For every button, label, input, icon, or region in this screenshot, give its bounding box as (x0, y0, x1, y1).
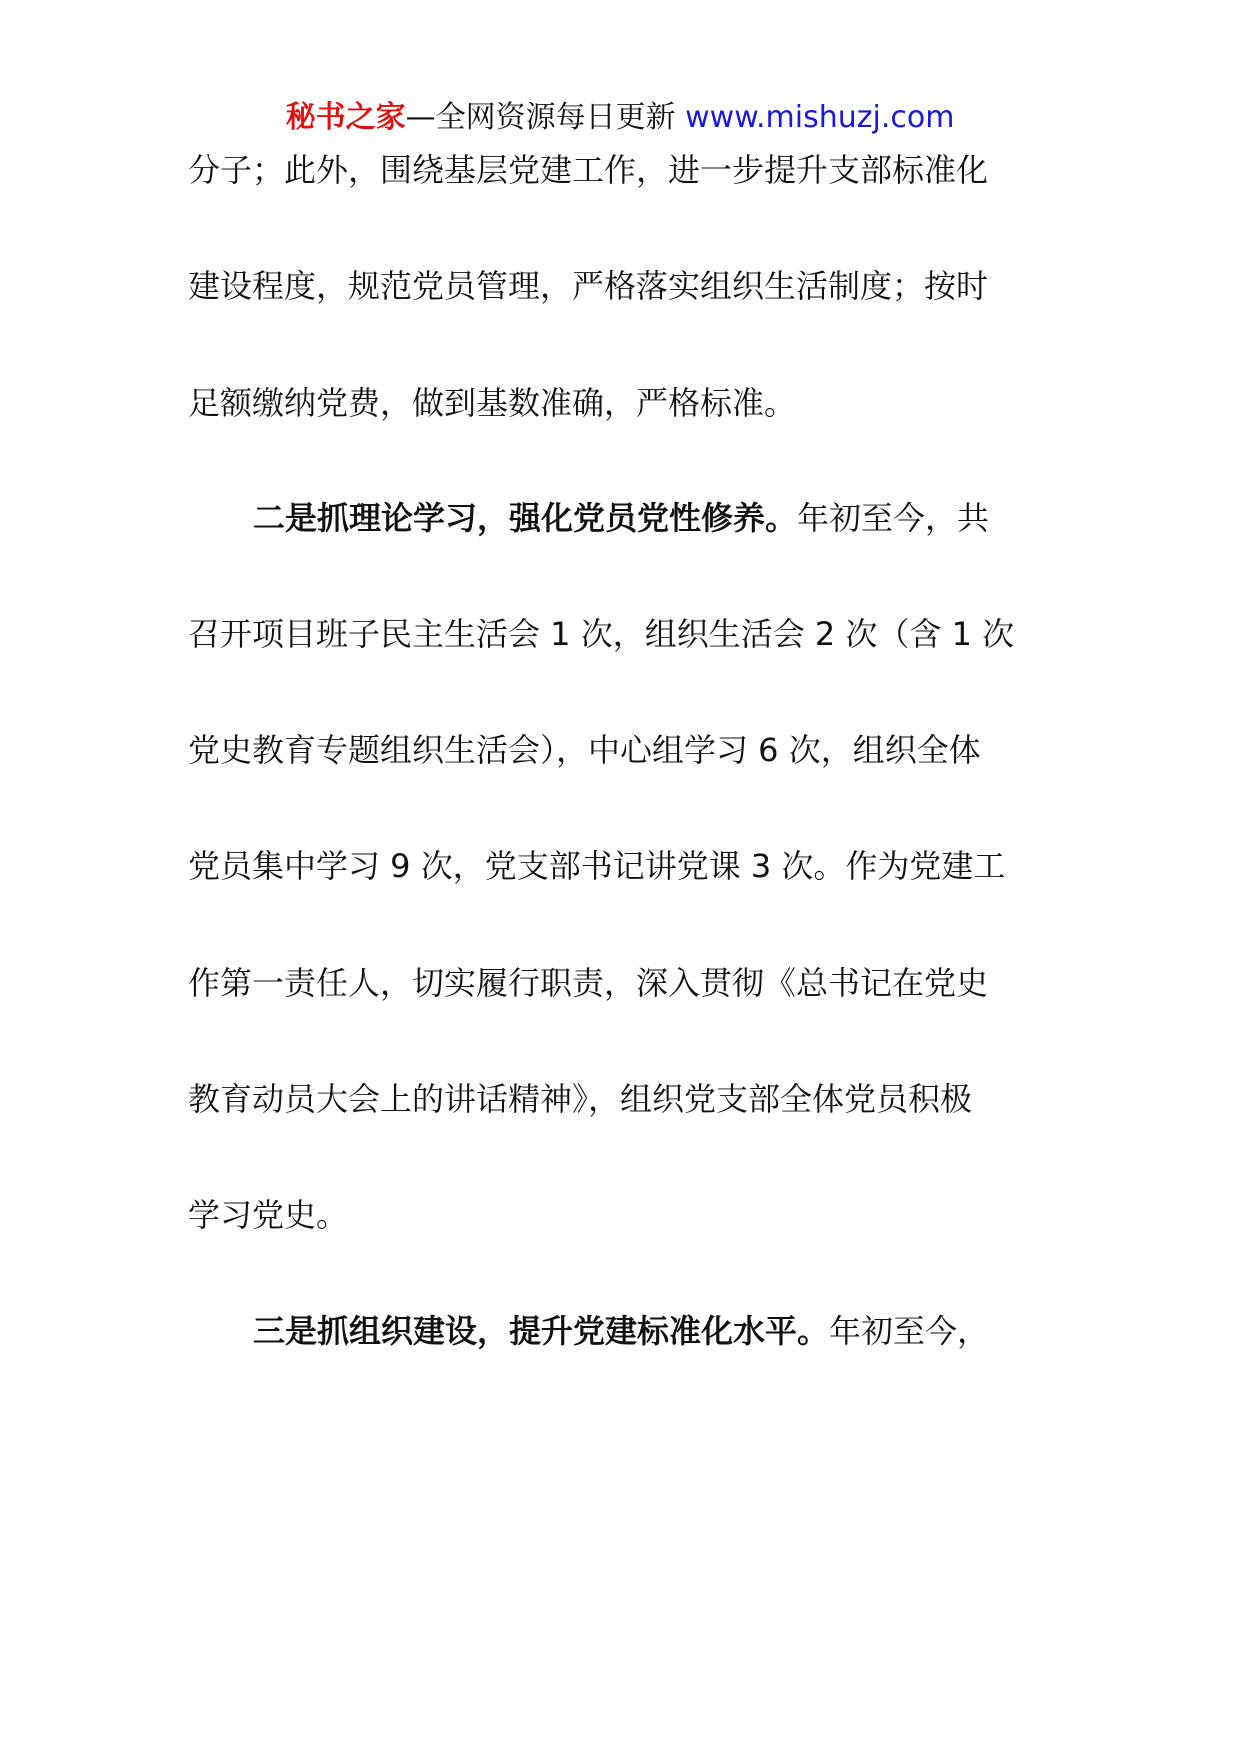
body-line-2: 建设程度，规范党员管理，严格落实组织生活制度；按时 (188, 267, 989, 305)
paragraph-3-lead: 年初至今， (829, 1312, 990, 1350)
body-line-6: 党员集中学习 9 次，党支部书记讲党课 3 次。作为党建工 (188, 847, 1006, 885)
site-tagline: —全网资源每日更新 (405, 100, 686, 135)
body-line-5: 党史教育专题组织生活会），中心组学习 6 次，组织全体 (188, 731, 981, 769)
body-line-8: 教育动员大会上的讲话精神》，组织党支部全体党员积极 (188, 1080, 973, 1118)
site-header (0, 98, 1240, 138)
paragraph-2-first-line (253, 496, 989, 540)
site-brand: 秘书之家 (285, 100, 406, 135)
body-line-1: 分子；此外，围绕基层党建工作，进一步提升支部标准化 (188, 151, 989, 189)
site-url-link[interactable]: www.mishuzj.com (685, 100, 955, 135)
body-line-9: 学习党史。 (188, 1196, 349, 1234)
body-line-7: 作第一责任人，切实履行职责，深入贯彻《总书记在党史 (188, 964, 989, 1002)
paragraph-2-heading: 二是抓理论学习，强化党员党性修养。 (253, 499, 798, 537)
paragraph-2-lead: 年初至今，共 (797, 499, 990, 537)
body-line-3: 足额缴纳党费，做到基数准确，严格标准。 (188, 384, 797, 422)
paragraph-3-first-line (253, 1309, 989, 1353)
body-line-4: 召开项目班子民主生活会 1 次，组织生活会 2 次（含 1 次 (188, 615, 1015, 653)
paragraph-3-heading: 三是抓组织建设，提升党建标准化水平。 (253, 1312, 830, 1350)
